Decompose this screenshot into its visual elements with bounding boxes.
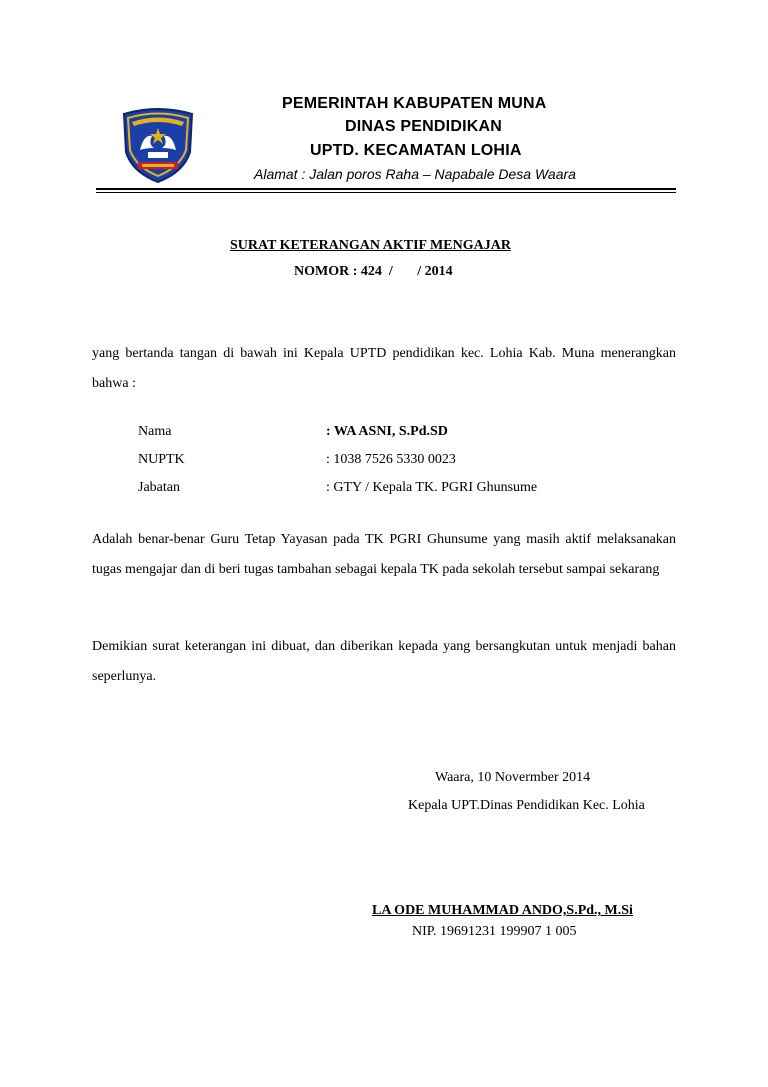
- letterhead-office: UPTD. KECAMATAN LOHIA: [310, 142, 522, 159]
- letter-title: SURAT KETERANGAN AKTIF MENGAJAR: [230, 238, 511, 253]
- letterhead-address: Alamat : Jalan poros Raha – Napabale Desa Waara: [254, 166, 576, 182]
- intro-paragraph: yang bertanda tangan di bawah ini Kepala UPTD pendidikan kec. Lohia Kab. Muna menerangkan bahwa :: [92, 346, 676, 391]
- field-label: Nama: [138, 424, 172, 439]
- field-value: : GTY / Kepala TK. PGRI Ghunsume: [326, 480, 538, 495]
- signature-nip: NIP. 19691231 199907 1 005: [412, 924, 577, 939]
- field-label: Jabatan: [138, 480, 180, 495]
- letterhead-government: PEMERINTAH KABUPATEN MUNA: [282, 95, 547, 112]
- signature-name: LA ODE MUHAMMAD ANDO,S.Pd., M.Si: [372, 903, 633, 918]
- field-value: : 1038 7526 5330 0023: [326, 452, 456, 467]
- letterhead-divider-thick: [96, 188, 676, 190]
- letterhead-divider-thin: [96, 192, 676, 193]
- closing-paragraph: Demikian surat keterangan ini dibuat, dan diberikan kepada yang bersangkutan untuk menjadi bahan seperlunya.: [92, 639, 676, 684]
- signature-place-date: Waara, 10 Novermber 2014: [435, 770, 591, 785]
- signature-role: Kepala UPT.Dinas Pendidikan Kec. Lohia: [408, 798, 645, 813]
- field-value: : WA ASNI, S.Pd.SD: [326, 424, 448, 439]
- kabupaten-muna-emblem-icon: [118, 104, 198, 184]
- letter-number: NOMOR : 424 / / 2014: [294, 264, 453, 279]
- field-label: NUPTK: [138, 452, 185, 467]
- body-paragraph: Adalah benar-benar Guru Tetap Yayasan pada TK PGRI Ghunsume yang masih aktif melaksanakan tugas mengajar dan di beri tugas tambahan sebagai kepala TK pada sekolah tersebut sampai sekarang: [92, 532, 676, 577]
- letterhead-department: DINAS PENDIDIKAN: [345, 118, 502, 135]
